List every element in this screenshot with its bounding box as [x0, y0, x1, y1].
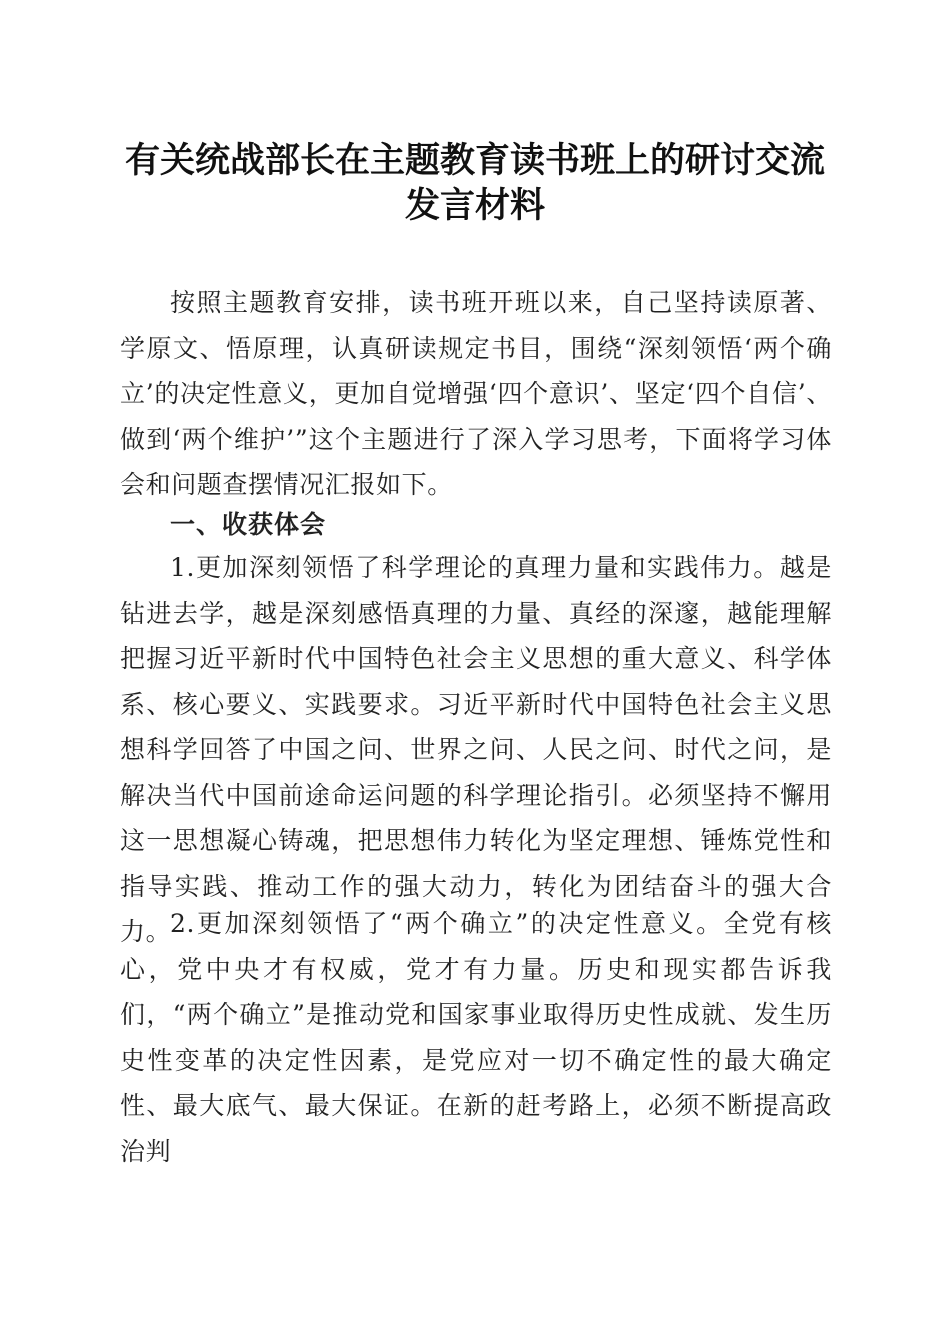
title-line-2: 发言材料 — [404, 185, 545, 226]
document-title — [110, 138, 840, 228]
intro-paragraph: 按照主题教育安排，读书班开班以来，自己坚持读原著、学原文、悟原理，认真研读规定书目，围绕“深刻领悟‘两个确立’的决定性意义，更加自觉增强‘四个意识’、坚定‘四个自信’、做到‘两个维护’”这个主题进行了深入学习思考，下面将学习体会和问题查摆情况汇报如下。 — [120, 288, 832, 499]
section-heading: 一、收获体会 — [170, 510, 327, 539]
title-line-1: 有关统战部长在主题教育读书班上的研讨交流 — [124, 140, 825, 181]
paragraph-item-1: 1.更加深刻领悟了科学理论的真理力量和实践伟力。越是钻进去学，越是深刻感悟真理的力量、真经的深邃，越能理解把握习近平新时代中国特色社会主义思想的重大意义、科学体系、核心要义、实践要求。习近平新时代中国特色社会主义思想科学回答了中国之问、世界之问、人民之问、时代之问，是解决当代中国前途命运问题的科学理论指引。必须坚持不懈用这一思想凝心铸魂，把思想伟力转化为坚定理想、锤炼党性和指导实践、推动工作的强大动力，转化为团结奋斗的强大合力。 — [120, 553, 832, 946]
paragraph-item-2: 2.更加深刻领悟了“两个确立”的决定性意义。全党有核心，党中央才有权威，党才有力量。历史和现实都告诉我们，“两个确立”是推动党和国家事业取得历史性成就、发生历史性变革的决定性因素，是党应对一切不确定性的最大确定性、最大底气、最大保证。在新的赶考路上，必须不断提高政治判 — [120, 909, 832, 1166]
